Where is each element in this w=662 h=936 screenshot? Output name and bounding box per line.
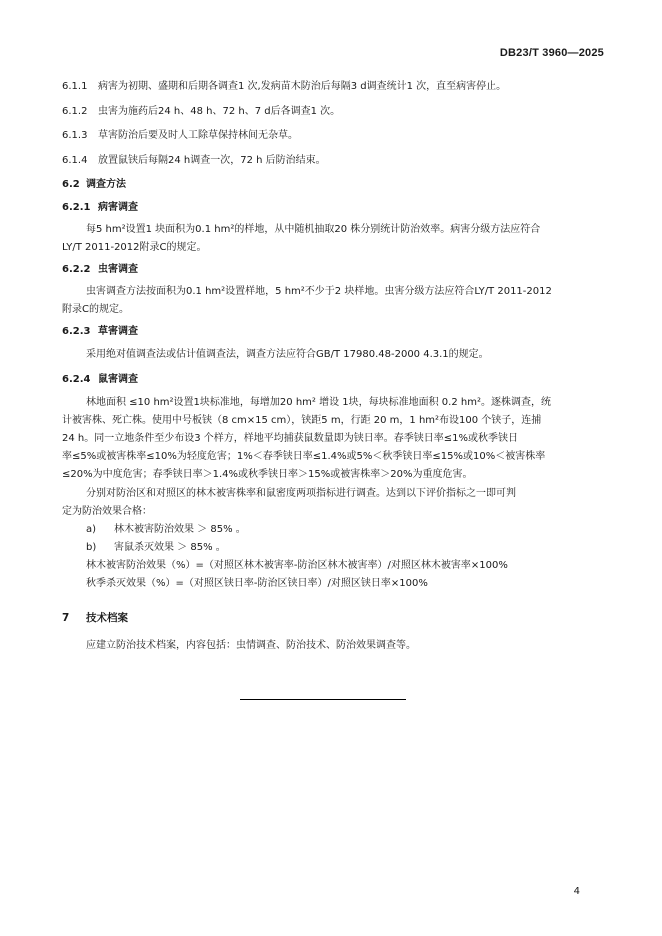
section-6-2-1-heading [62,199,602,217]
section-title: 技术档案 [86,612,128,624]
section-6-2-4-para1 [62,394,602,484]
section-6-2-2-body [62,283,602,319]
clause-number: 6.1.2 [62,106,88,117]
section-number: 6.2.2 [62,264,91,275]
clause-text: 病害为初期、盛期和后期各调查1 次,发病苗木防治后每隔3 d调查统计1 次，直至病害停止。 [98,81,507,92]
clause-text: 虫害为施药后24 h、48 h、72 h、7 d后各调查1 次。 [98,106,341,117]
list-label: a) [86,524,97,535]
body-line: 虫害调查方法按面积为0.1 hm²设置样地，5 hm²不少于2 块样地。虫害分级方法应符合LY/T 2011-2012 [86,286,552,297]
body-line: 每5 hm²设置1 块面积为0.1 hm²的样地，从中随机抽取20 株分别统计防治效率。病害分级方法应符合 [86,224,541,235]
section-7-body [62,637,602,655]
section-title: 调查方法 [86,179,126,190]
body-line: 率≤5%或被害株率≤10%为轻度危害；1%＜春季铗日率≤1.4%或5%＜秋季铗日率≤15%或10%＜被害株率 [62,451,546,462]
clause-6-1-4 [62,152,602,170]
clause-text: 草害防治后要及时人工除草保持林间无杂草。 [98,130,298,141]
section-title: 草害调查 [98,326,138,337]
section-6-2-4-heading [62,371,602,389]
section-title: 病害调查 [98,202,138,213]
section-number: 7 [62,612,70,624]
section-number: 6.2 [62,179,80,190]
clause-6-1-2 [62,103,602,121]
clause-number: 6.1.3 [62,130,88,141]
list-item [62,521,602,539]
clause-number: 6.1.4 [62,155,88,166]
section-number: 6.2.4 [62,374,91,385]
clause-text: 放置鼠铗后每隔24 h调查一次，72 h 后防治结束。 [98,155,326,166]
page-number: 4 [573,886,580,897]
section-6-2-3-heading [62,323,602,341]
body-line: 分别对防治区和对照区的林木被害株率和鼠密度两项指标进行调查。达到以下评价指标之一即可判 [86,488,516,499]
section-6-2-3-body [62,346,602,364]
section-title: 鼠害调查 [98,374,138,385]
body-line: 采用绝对值调查法或估计值调查法，调查方法应符合GB/T 17980.48-2000 4.3.1的规定。 [86,349,489,360]
body-line: 24 h。同一立地条件至少布设3 个样方，样地平均捕获鼠数量即为铗日率。春季铗日率≤1%或秋季铗日 [62,433,519,444]
section-6-2-heading [62,176,602,194]
list-label: b) [86,542,97,553]
body-line: 应建立防治技术档案，内容包括：虫情调查、防治技术、防治效果调查等。 [86,640,416,651]
formula-line: 秋季杀灭效果（%）=（对照区铗日率-防治区铗日率）/对照区铗日率×100% [86,578,428,589]
section-title: 虫害调查 [98,264,138,275]
section-6-2-4-para2 [62,485,602,521]
document-code: DB23/T 3960—2025 [499,47,604,59]
clause-number: 6.1.1 [62,81,88,92]
list-item [62,539,602,557]
body-line: LY/T 2011-2012附录C的规定。 [62,242,207,253]
clause-6-1-3 [62,127,602,145]
section-7-heading [62,609,602,627]
section-6-2-1-body [62,221,602,257]
end-of-document-rule [240,699,406,700]
clause-6-1-1 [62,78,602,96]
body-line: 林地面积 ≤10 hm²设置1块标准地，每增加20 hm² 增设 1块，每块标准地面积 0.2 hm²。逐株调查，统 [86,397,551,408]
section-number: 6.2.1 [62,202,91,213]
body-line: 定为防治效果合格： [62,506,152,517]
list-text: 害鼠杀灭效果 ＞ 85% 。 [114,542,226,553]
body-line: 附录C的规定。 [62,304,129,315]
body-line: 计被害株、死亡株。使用中号板铗（8 cm×15 cm），铗距5 m，行距 20 m，1 hm²布设100 个铗子，连捕 [62,415,542,426]
section-6-2-2-heading [62,261,602,279]
section-number: 6.2.3 [62,326,91,337]
list-text: 林木被害防治效果 ＞ 85% 。 [114,524,246,535]
formula-line: 林木被害防治效果（%）=（对照区林木被害率-防治区林木被害率）/对照区林木被害率×100% [86,560,508,571]
body-line: ≤20%为中度危害；春季铗日率＞1.4%或秋季铗日率＞15%或被害株率＞20%为重度危害。 [62,469,473,480]
criteria-list [62,521,602,593]
